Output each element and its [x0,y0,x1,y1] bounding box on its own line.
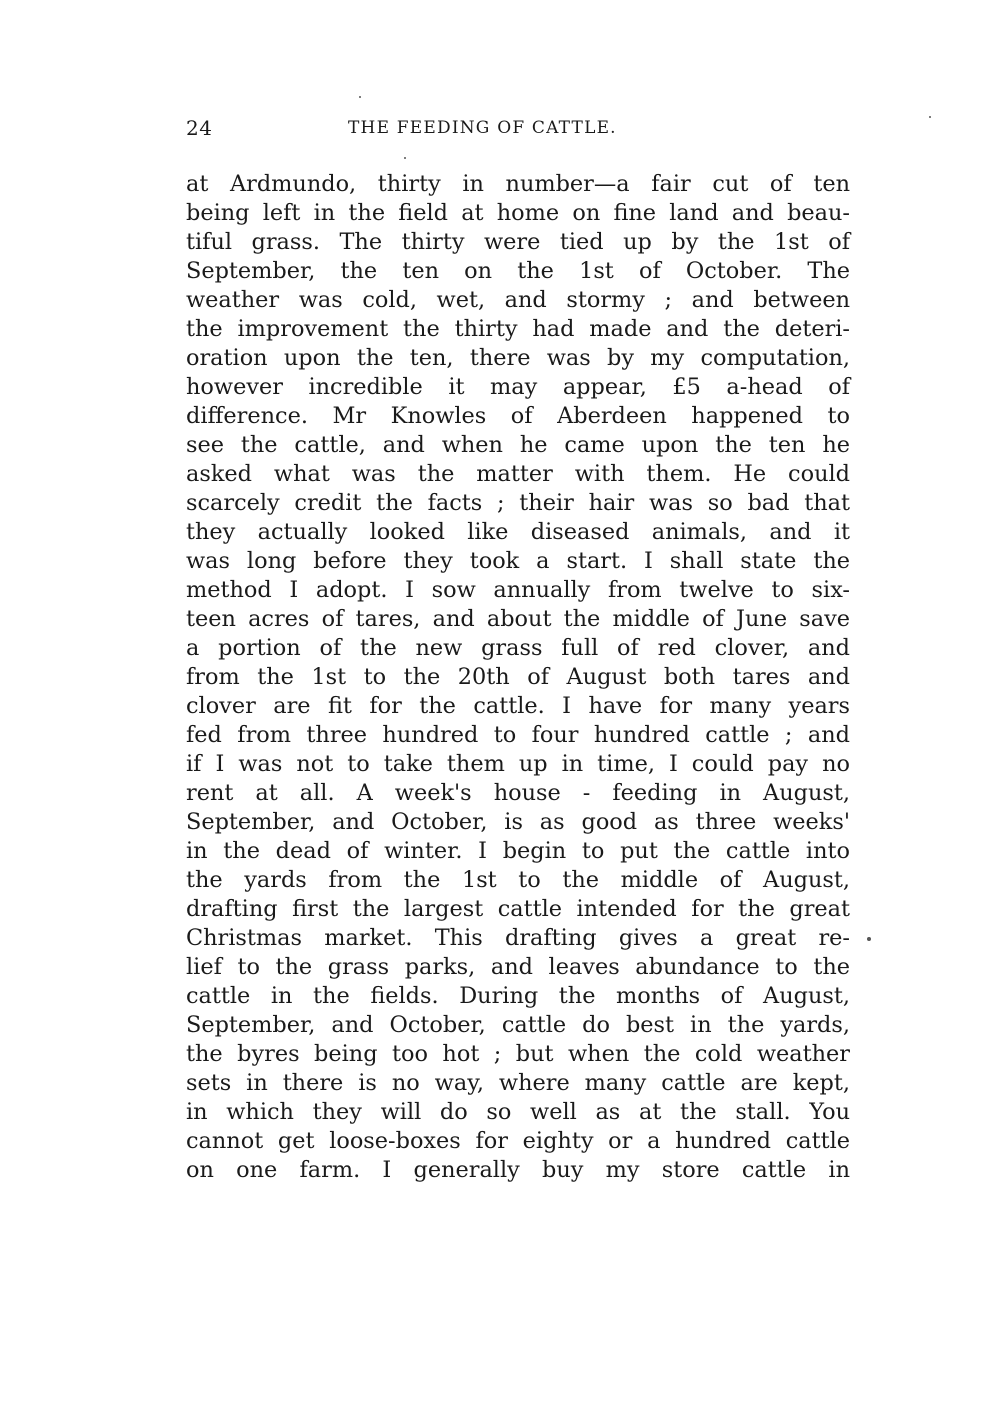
text-line: tiful grass. The thirty were tied up by the 1st of [186,229,850,255]
text-line: September, and October, cattle do best in the yards, [186,1012,850,1038]
text-line: being left in the field at home on fine land and beau- [186,200,850,226]
text-line: the yards from the 1st to the middle of August, [186,867,850,893]
text-line: the improvement the thirty had made and the deteri- [186,316,850,342]
text-line: sets in there is no way, where many cattle are kept, [186,1070,850,1096]
text-line: rent at all. A week's house - feeding in August, [186,780,850,806]
print-speck [359,96,361,98]
text-line: Christmas market. This drafting gives a great re- [186,925,850,951]
text-line: the byres being too hot ; but when the cold weather [186,1041,850,1067]
body-text [186,170,850,1185]
text-line: in the dead of winter. I begin to put the cattle into [186,838,850,864]
page-number: 24 [186,116,213,140]
text-line: clover are fit for the cattle. I have for many years [186,693,850,719]
text-line: at Ardmundo, thirty in number—a fair cut of ten [186,171,850,197]
print-speck [404,157,406,159]
text-line: was long before they took a start. I shall state the [186,548,850,574]
text-line: from the 1st to the 20th of August both tares and [186,664,850,690]
text-line: lief to the grass parks, and leaves abundance to the [186,954,850,980]
print-speck [929,116,931,118]
text-line: September, the ten on the 1st of October. The [186,258,850,284]
text-line: a portion of the new grass full of red clover, and [186,635,850,661]
text-line: cattle in the fields. During the months of August, [186,983,850,1009]
text-line: asked what was the matter with them. He could [186,461,850,487]
print-speck [867,937,871,941]
running-title: THE FEEDING OF CATTLE. [348,118,617,138]
text-line: on one farm. I generally buy my store cattle in [186,1157,850,1183]
text-line: oration upon the ten, there was by my computation, [186,345,850,371]
text-line: however incredible it may appear, £5 a-head of [186,374,850,400]
text-line: teen acres of tares, and about the middle of June save [186,606,850,632]
text-line: difference. Mr Knowles of Aberdeen happened to [186,403,850,429]
text-line: if I was not to take them up in time, I could pay no [186,751,850,777]
text-line: drafting first the largest cattle intended for the great [186,896,850,922]
running-head [186,116,850,144]
text-line: September, and October, is as good as three weeks' [186,809,850,835]
text-line: see the cattle, and when he came upon the ten he [186,432,850,458]
text-line: they actually looked like diseased animals, and it [186,519,850,545]
text-line: in which they will do so well as at the stall. You [186,1099,850,1125]
text-line: scarcely credit the facts ; their hair was so bad that [186,490,850,516]
text-line: cannot get loose-boxes for eighty or a hundred cattle [186,1128,850,1154]
text-line: method I adopt. I sow annually from twelve to six- [186,577,850,603]
text-line: weather was cold, wet, and stormy ; and between [186,287,850,313]
text-line: fed from three hundred to four hundred cattle ; and [186,722,850,748]
